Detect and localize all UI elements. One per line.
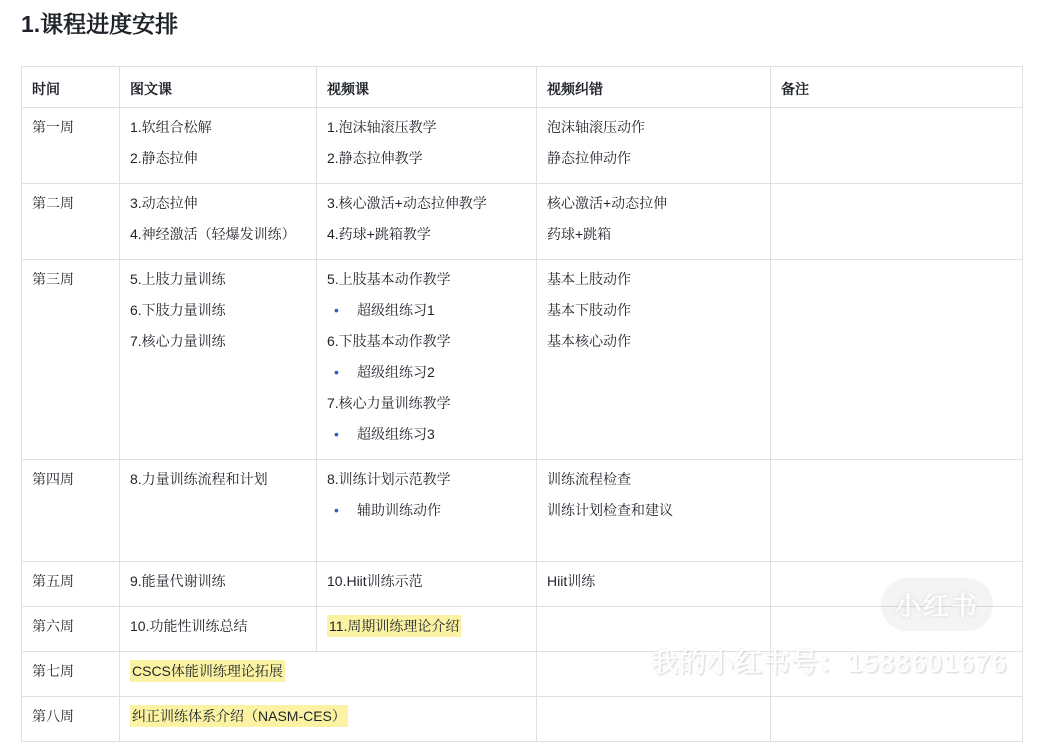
week-cell: 第六周 xyxy=(22,607,120,652)
cell-line: 1.软组合松解 xyxy=(130,119,212,135)
bullet-text: 超级组练习2 xyxy=(357,364,435,380)
cell-line: 9.能量代谢训练 xyxy=(130,573,226,589)
table-cell xyxy=(537,108,771,184)
table-cell xyxy=(120,260,317,460)
bullet-text: 辅助训练动作 xyxy=(357,502,441,518)
week-cell: 第二周 xyxy=(22,184,120,260)
week-cell: 第七周 xyxy=(22,652,120,697)
cell-line xyxy=(327,300,526,320)
cell-line: 3.核心激活+动态拉伸教学 xyxy=(327,195,487,211)
column-header-4: 视频纠错 xyxy=(537,67,771,108)
cell-line: 基本上肢动作 xyxy=(547,271,631,287)
table-row xyxy=(22,562,1023,607)
table-cell xyxy=(771,260,1023,460)
cell-line: 8.训练计划示范教学 xyxy=(327,471,451,487)
cell-line: 7.核心力量训练 xyxy=(130,333,226,349)
table-cell xyxy=(771,108,1023,184)
table-cell xyxy=(120,652,537,697)
cell-line: 10.功能性训练总结 xyxy=(130,618,248,634)
table-cell xyxy=(120,108,317,184)
cell-line: 10.Hiit训练示范 xyxy=(327,573,423,589)
cell-line xyxy=(130,661,526,681)
cell-line xyxy=(327,500,526,520)
column-header-3: 视频课 xyxy=(317,67,537,108)
table-cell xyxy=(537,260,771,460)
cell-line: 4.药球+跳箱教学 xyxy=(327,226,431,242)
table-row xyxy=(22,652,1023,697)
table-cell xyxy=(537,562,771,607)
table-cell xyxy=(537,652,771,697)
highlighted-text: 纠正训练体系介绍（NASM-CES） xyxy=(130,705,348,727)
bullet-icon: • xyxy=(334,502,339,518)
table-cell xyxy=(771,460,1023,562)
cell-line: 7.核心力量训练教学 xyxy=(327,395,451,411)
cell-line: 训练计划检查和建议 xyxy=(547,502,673,518)
table-row xyxy=(22,697,1023,742)
bullet-text: 超级组练习3 xyxy=(357,426,435,442)
table-cell xyxy=(120,184,317,260)
table-cell xyxy=(771,697,1023,742)
cell-line: 训练流程检查 xyxy=(547,471,631,487)
cell-line: 4.神经激活（轻爆发训练） xyxy=(130,226,296,242)
week-cell: 第四周 xyxy=(22,460,120,562)
week-cell: 第三周 xyxy=(22,260,120,460)
highlighted-text: CSCS体能训练理论拓展 xyxy=(130,660,285,682)
table-cell xyxy=(317,184,537,260)
table-cell xyxy=(317,260,537,460)
cell-line: 8.力量训练流程和计划 xyxy=(130,471,268,487)
cell-line: 3.动态拉伸 xyxy=(130,195,198,211)
table-cell xyxy=(771,607,1023,652)
xiaohongshu-logo-text: 小红书 xyxy=(894,591,979,621)
cell-line: 2.静态拉伸教学 xyxy=(327,150,423,166)
table-cell xyxy=(317,460,537,562)
cell-line: 核心激活+动态拉伸 xyxy=(547,195,668,211)
table-cell xyxy=(120,697,537,742)
bullet-icon: • xyxy=(334,426,339,442)
column-header-2: 图文课 xyxy=(120,67,317,108)
table-row xyxy=(22,108,1023,184)
table-row xyxy=(22,184,1023,260)
table-cell xyxy=(537,460,771,562)
table-cell xyxy=(771,562,1023,607)
header-row xyxy=(22,67,1023,108)
week-cell: 第八周 xyxy=(22,697,120,742)
bullet-icon: • xyxy=(334,364,339,380)
cell-line: 泡沫轴滚压动作 xyxy=(547,119,645,135)
course-schedule-table xyxy=(21,66,1023,742)
cell-line: 基本核心动作 xyxy=(547,333,631,349)
xiaohongshu-id-watermark: 我的小红书号：1588601676 xyxy=(651,648,1008,678)
bullet-icon: • xyxy=(334,302,339,318)
cell-line: 2.静态拉伸 xyxy=(130,150,198,166)
column-header-5: 备注 xyxy=(771,67,1023,108)
table-cell xyxy=(537,607,771,652)
table-cell xyxy=(771,652,1023,697)
table-cell xyxy=(120,562,317,607)
column-header-1: 时间 xyxy=(22,67,120,108)
table-row xyxy=(22,260,1023,460)
table-row xyxy=(22,607,1023,652)
week-cell: 第五周 xyxy=(22,562,120,607)
table-cell xyxy=(537,697,771,742)
cell-line: 6.下肢基本动作教学 xyxy=(327,333,451,349)
table-cell xyxy=(771,184,1023,260)
page-title: 1.课程进度安排 xyxy=(21,11,179,37)
cell-line: 药球+跳箱 xyxy=(547,226,612,242)
table-cell xyxy=(317,108,537,184)
cell-line xyxy=(327,616,526,636)
cell-line xyxy=(327,424,526,444)
cell-line: Hiit训练 xyxy=(547,573,596,589)
cell-line: 6.下肢力量训练 xyxy=(130,302,226,318)
table-row xyxy=(22,460,1023,562)
table-body xyxy=(22,108,1023,742)
highlighted-text: 11.周期训练理论介绍 xyxy=(327,615,461,637)
cell-line: 静态拉伸动作 xyxy=(547,150,631,166)
table-cell xyxy=(120,460,317,562)
cell-line xyxy=(130,706,526,726)
table-cell xyxy=(537,184,771,260)
bullet-text: 超级组练习1 xyxy=(357,302,435,318)
table-cell xyxy=(317,607,537,652)
cell-line: 5.上肢基本动作教学 xyxy=(327,271,451,287)
cell-line xyxy=(327,362,526,382)
cell-line: 5.上肢力量训练 xyxy=(130,271,226,287)
week-cell: 第一周 xyxy=(22,108,120,184)
cell-line: 1.泡沫轴滚压教学 xyxy=(327,119,437,135)
table-cell xyxy=(317,562,537,607)
cell-line: 基本下肢动作 xyxy=(547,302,631,318)
table-cell xyxy=(120,607,317,652)
